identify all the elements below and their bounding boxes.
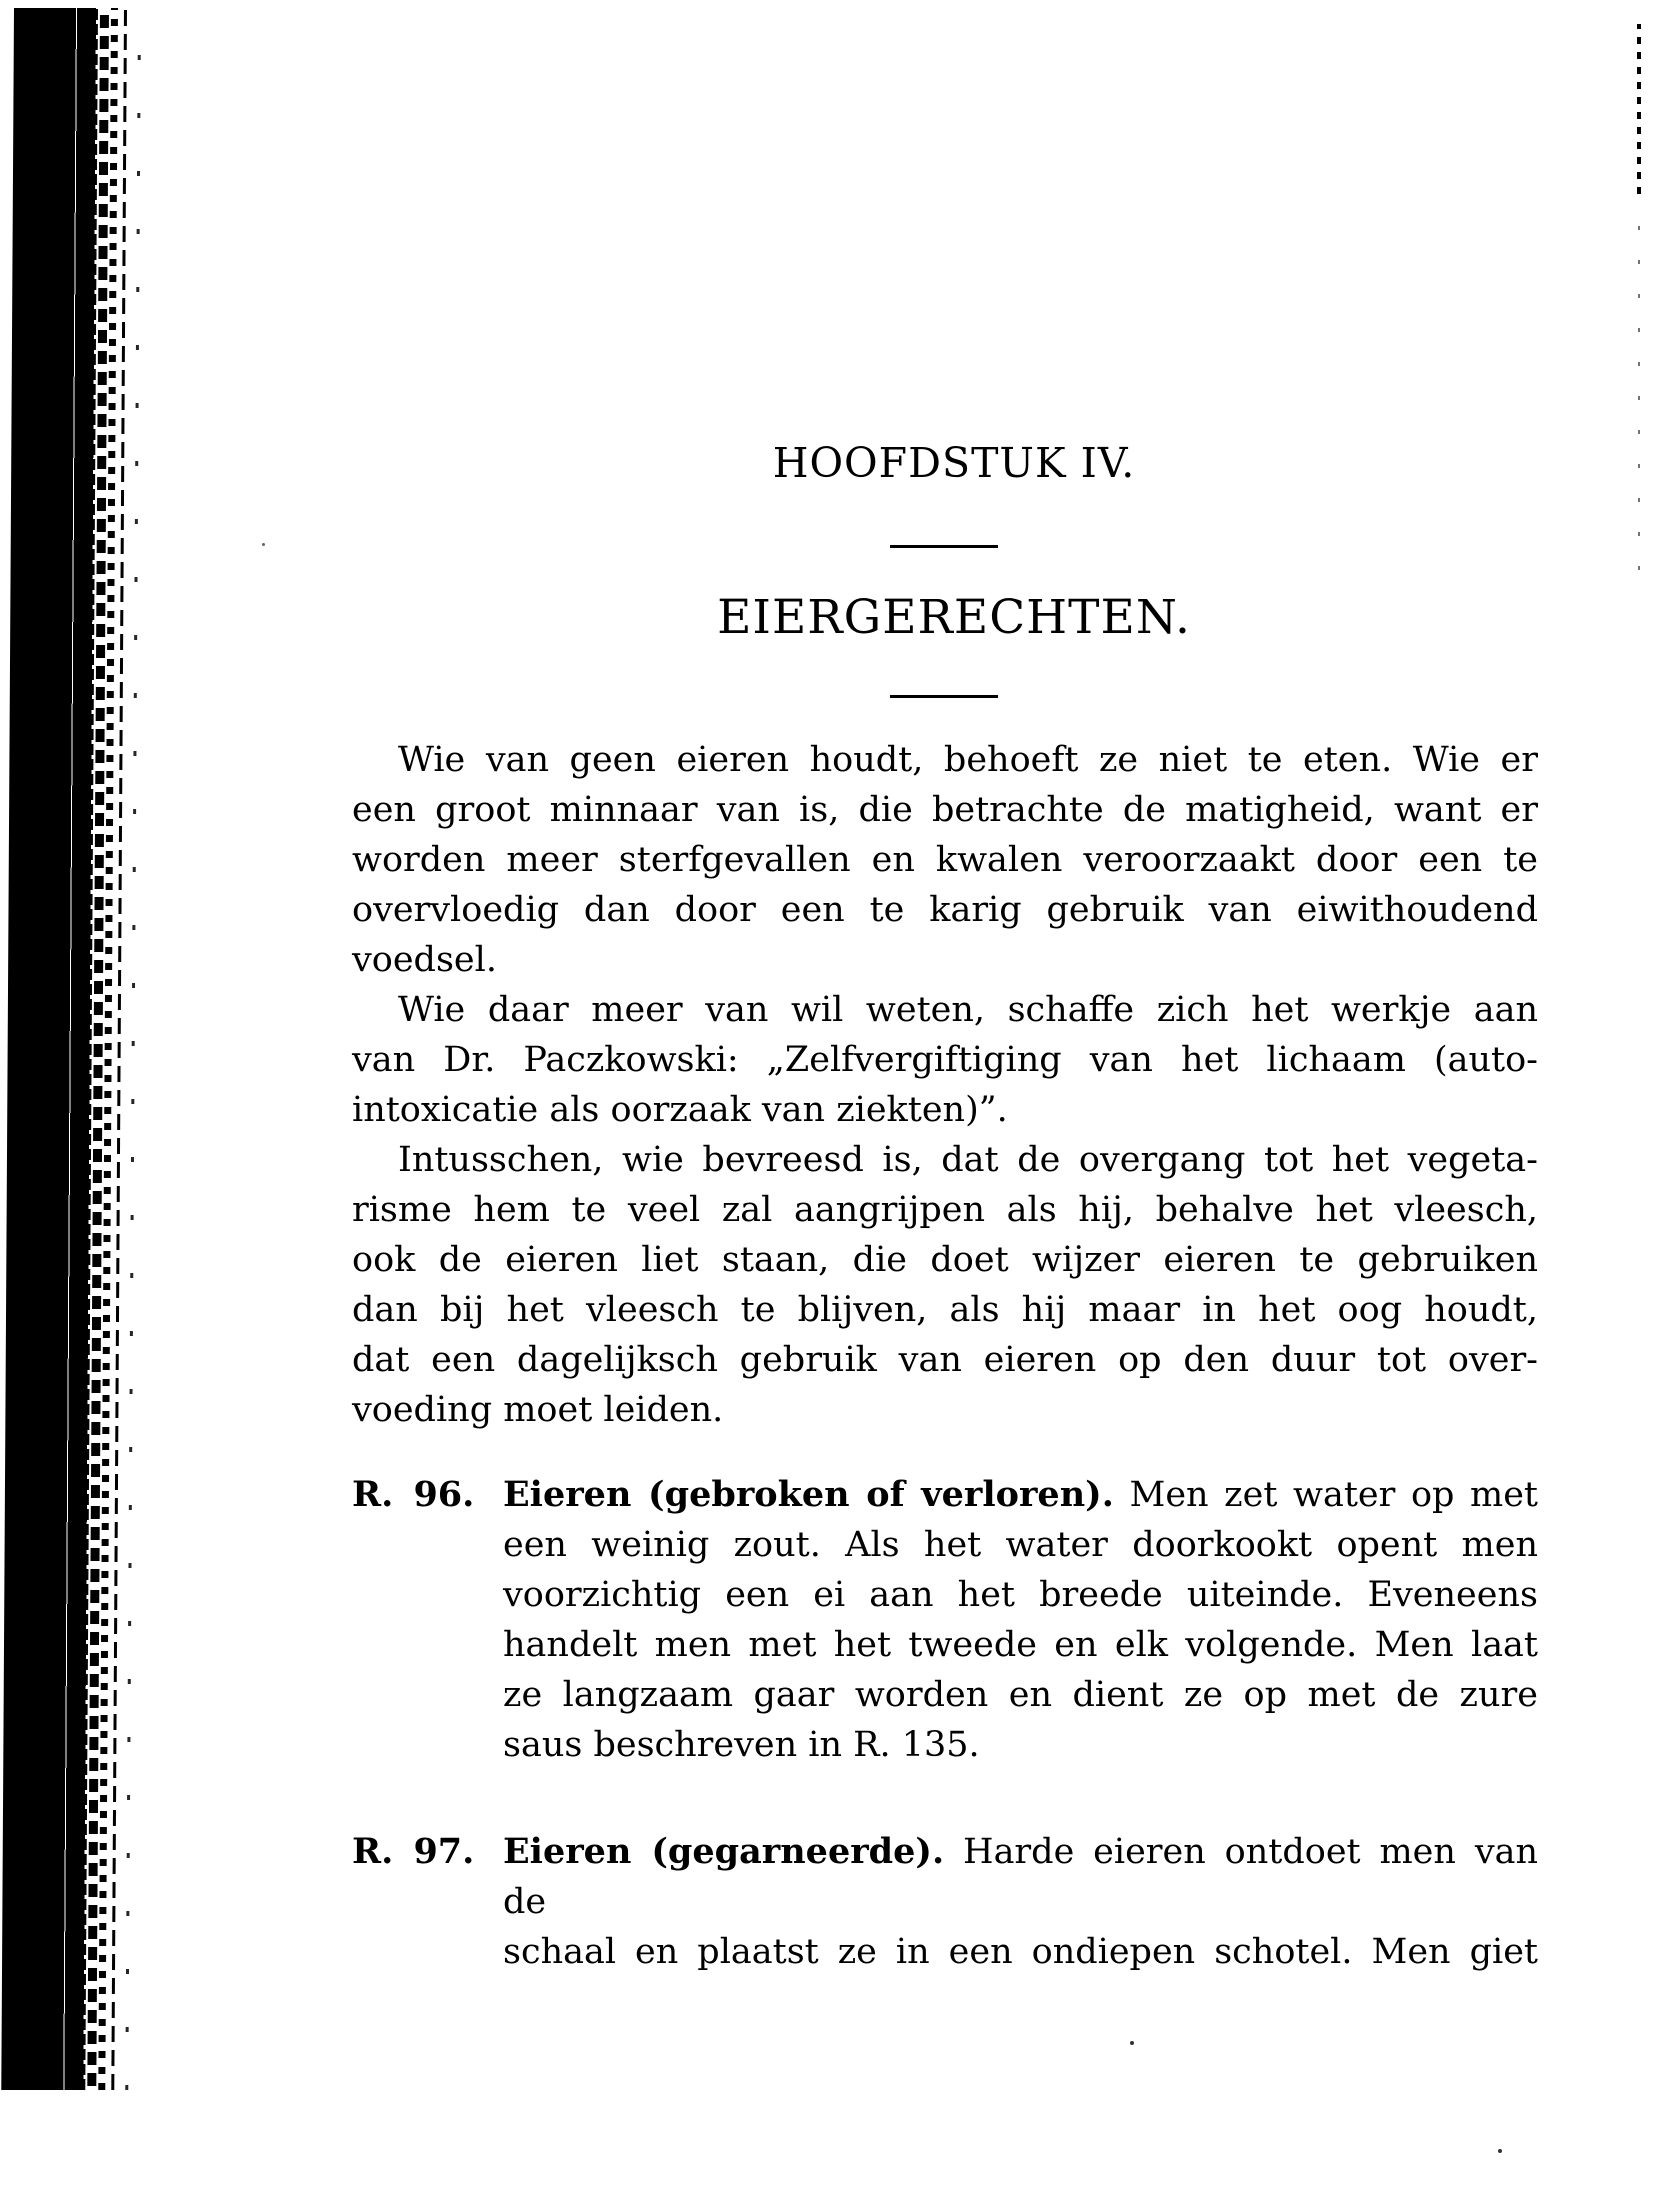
- text-line: een weinig zout. Als het water doorkookt opent men: [503, 1525, 1538, 1565]
- text-line: [352, 1827, 1538, 1927]
- gutter-sparse-dots: [125, 8, 141, 2090]
- paragraph: [352, 735, 1538, 985]
- section-rule-top: [890, 545, 998, 548]
- recipe-text: Harde eieren ontdoet men van de: [503, 1832, 1538, 1922]
- gutter-band-foot: [1, 8, 114, 2090]
- text-line: ze langzaam gaar worden en dient ze op met de zure: [503, 1675, 1538, 1715]
- text-line: dat een dagelijksch gebruik van eieren op den duur tot over-: [352, 1340, 1538, 1380]
- recipe-text: Men zet water op met: [1113, 1475, 1538, 1515]
- chapter-heading: HOOFDSTUK IV.: [772, 439, 1136, 487]
- text-line: overvloedig dan door een te karig gebruik van eiwithoudend: [352, 890, 1538, 930]
- paragraph: [352, 985, 1538, 1135]
- text-line: een groot minnaar van is, die betrachte de matigheid, want er: [352, 790, 1538, 830]
- recipe-number: R. 97.: [352, 1831, 475, 1872]
- scan-edge-artifact: [1637, 24, 1641, 194]
- text-line: dan bij het vleesch te blijven, als hij maar in het oog houdt,: [352, 1290, 1538, 1330]
- recipe-block: [352, 1470, 1538, 1770]
- text-line: van Dr. Paczkowski: „Zelfvergiftiging van het lichaam (auto-: [352, 1040, 1538, 1080]
- ink-speck: [1498, 2149, 1502, 2153]
- section-rule-bottom: [890, 695, 998, 698]
- recipe-number: R. 96.: [352, 1474, 475, 1515]
- ink-speck: [1130, 2041, 1134, 2045]
- text-line: handelt men met het tweede en elk volgende. Men laat: [503, 1625, 1538, 1665]
- recipe-block: [352, 1827, 1538, 1977]
- text-line: ook de eieren liet staan, die doet wijzer eieren te gebruiken: [352, 1240, 1538, 1280]
- text-line: risme hem te veel zal aangrijpen als hij, behalve het vleesch,: [352, 1190, 1538, 1230]
- ink-speck: [262, 543, 265, 546]
- scan-gutter-artifact: [0, 8, 170, 2090]
- text-flow: [352, 735, 1538, 1977]
- text-line: voeding moet leiden.: [352, 1390, 724, 1430]
- text-line: [352, 1470, 1538, 1520]
- text-line: voorzichtig een ei aan het breede uiteinde. Eveneens: [503, 1575, 1538, 1615]
- scan-edge-artifact-faint: [1638, 205, 1640, 570]
- text-line: voedsel.: [352, 940, 497, 980]
- text-line: Intusschen, wie bevreesd is, dat de overgang tot het vegeta-: [398, 1140, 1538, 1180]
- text-line: saus beschreven in R. 135.: [503, 1725, 980, 1765]
- recipe-title: Eieren (gegarneerde).: [503, 1831, 945, 1872]
- text-line: worden meer sterfgevallen en kwalen veroorzaakt door een te: [352, 840, 1538, 880]
- text-line: intoxicatie als oorzaak van ziekten)”.: [352, 1090, 1008, 1130]
- text-line: Wie daar meer van wil weten, schaffe zich het werkje aan: [398, 990, 1538, 1030]
- paragraph: [352, 1135, 1538, 1435]
- text-line: Wie van geen eieren houdt, behoeft ze niet te eten. Wie er: [398, 740, 1538, 780]
- section-title: EIERGERECHTEN.: [717, 590, 1191, 645]
- recipe-title: Eieren (gebroken of verloren).: [503, 1474, 1114, 1515]
- text-line: schaal en plaatst ze in een ondiepen schotel. Men giet: [503, 1932, 1538, 1972]
